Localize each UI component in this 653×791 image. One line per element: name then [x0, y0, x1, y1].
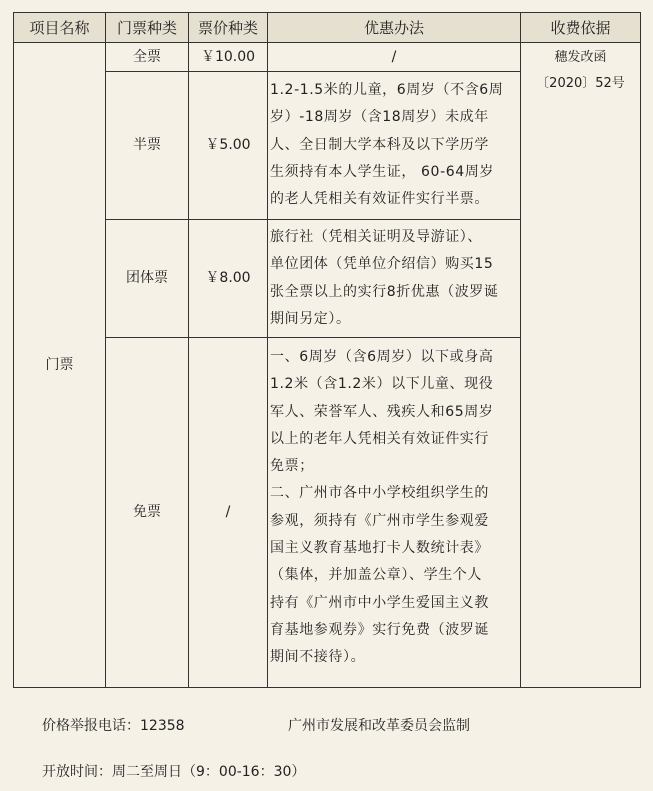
divider: [267, 13, 268, 687]
ticket-type-cell: 全票: [133, 48, 161, 65]
discount-line: 人、全日制大学本科及以下学历学: [270, 136, 489, 153]
divider: [520, 13, 521, 687]
discount-cell: [270, 344, 520, 672]
discount-line: 参观，须持有《广州市学生参观爱: [270, 512, 489, 529]
price-cell: /: [225, 504, 231, 521]
discount-line: 单位团体（凭单位介绍信）购买15: [270, 256, 494, 273]
discount-cell: [270, 224, 520, 333]
ticket-type-cell: 免票: [133, 504, 161, 521]
discount-line: 期间另定）。: [270, 310, 351, 327]
project-name-cell: 门票: [45, 356, 74, 373]
header-discount: 优惠办法: [363, 18, 424, 37]
discount-line: （集体，并加盖公章）、学生个人: [270, 567, 482, 584]
discount-line: 旅行社（凭相关证明及导游证）、: [270, 229, 482, 245]
fee-basis-line: 〔2020〕52号: [536, 76, 625, 91]
ticket-type-cell: 半票: [133, 137, 161, 154]
discount-line: 军人、荣誉军人、残疾人和65周岁: [270, 403, 494, 420]
discount-line: 持有《广州市中小学生爱国主义教: [270, 594, 489, 611]
ticket-price-table: [13, 12, 641, 688]
discount-line: 以上的老年人凭相关有效证件实行: [270, 430, 489, 447]
fee-basis-cell: [521, 45, 640, 97]
discount-line: 一、6周岁（含6周岁）以下或身高: [270, 349, 494, 365]
ticket-type-cell: 团体票: [126, 270, 168, 287]
price-cell: ￥8.00: [205, 270, 251, 287]
discount-line: 育基地参观券》实行免费（波罗诞: [270, 621, 489, 638]
discount-line: 张全票以上的实行8折优惠（波罗诞: [270, 283, 499, 300]
fee-basis-line: 穗发改函: [554, 50, 607, 65]
discount-line: 免票；: [270, 458, 314, 475]
supervisor-note: 广州市发展和改革委员会监制: [288, 718, 470, 734]
discount-cell: /: [391, 48, 397, 65]
discount-cell: [270, 77, 520, 213]
price-hotline: 价格举报电话：12358: [42, 718, 185, 734]
discount-line: 岁）-18周岁（含18周岁）未成年: [270, 109, 489, 126]
header-project-name: 项目名称: [29, 18, 90, 37]
discount-line: 1.2米（含1.2米）以下儿童、现役: [270, 376, 494, 393]
discount-line: 二、广州市各中小学校组织学生的: [270, 485, 489, 502]
discount-line: 期间不接待）。: [270, 649, 366, 666]
price-cell: ￥5.00: [205, 137, 251, 154]
discount-line: 1.2-1.5米的儿童，6周岁（不含6周: [270, 82, 504, 98]
discount-line: 生须持有本人学生证， 60-64周岁: [270, 163, 494, 180]
header-ticket-type: 门票种类: [116, 18, 177, 37]
opening-hours: 开放时间：周二至周日（9：00-16：30）: [42, 764, 306, 780]
discount-line: 国主义教育基地打卡人数统计表》: [270, 540, 489, 557]
header-basis: 收费依据: [550, 18, 611, 37]
price-cell: ￥10.00: [200, 48, 256, 65]
header-price-type: 票价种类: [197, 18, 258, 37]
discount-line: 的老人凭相关有效证件实行半票。: [270, 191, 489, 208]
